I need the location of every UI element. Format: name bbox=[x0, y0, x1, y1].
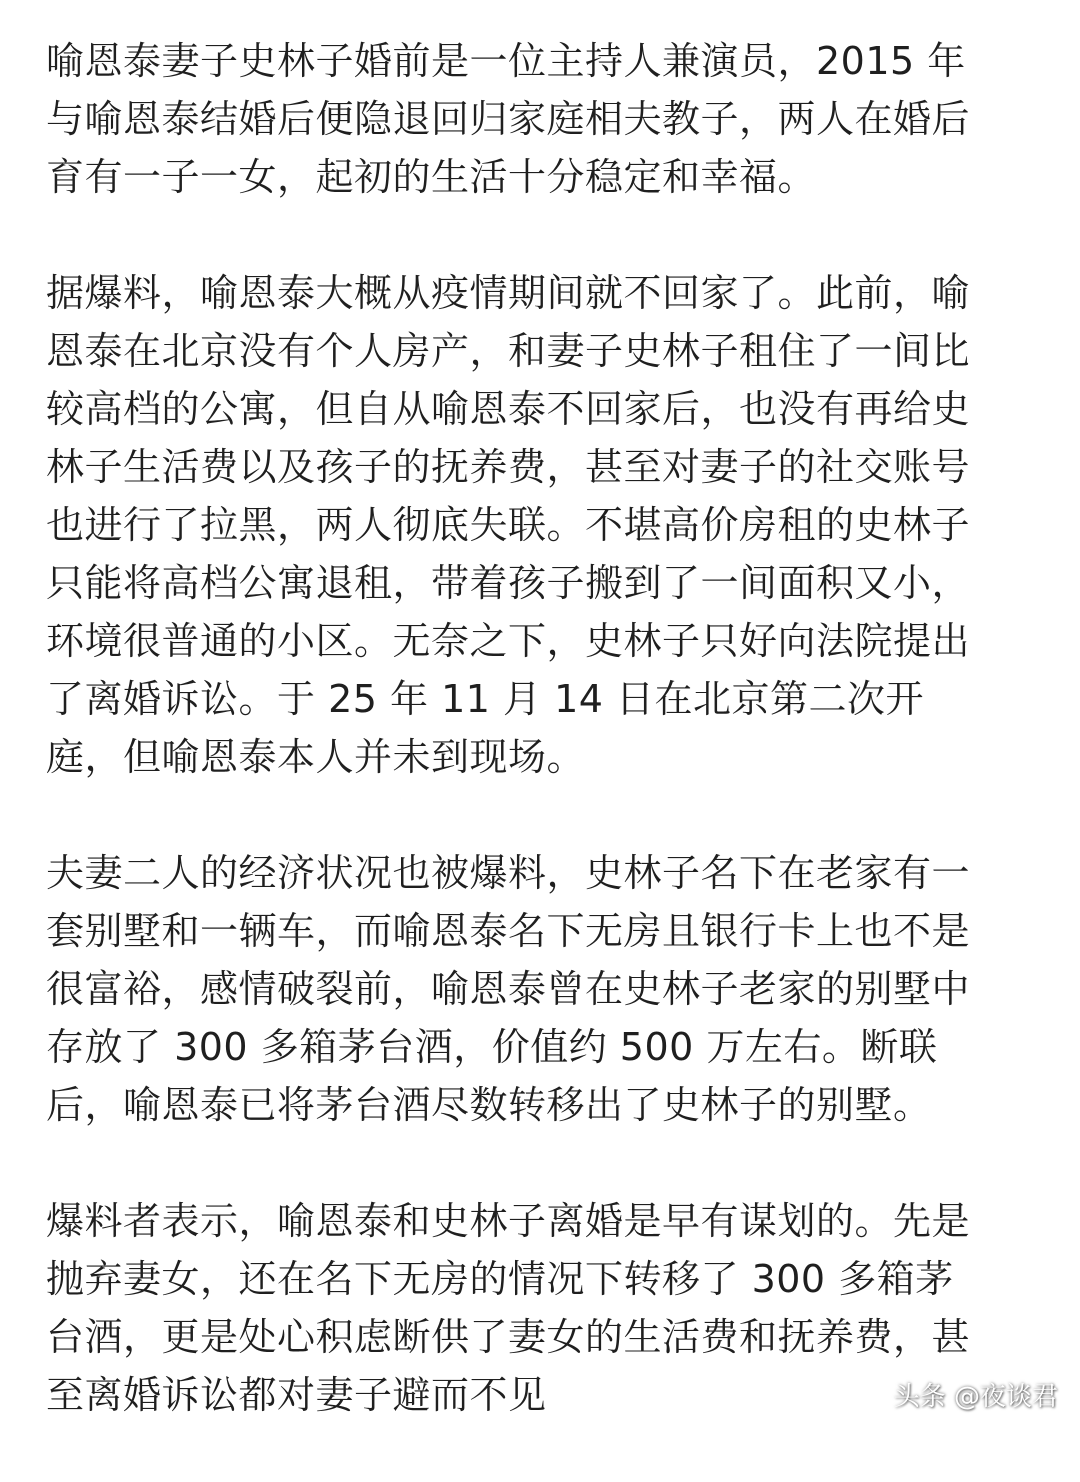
paragraph-line: 喻恩泰妻子史林子婚前是一位主持人兼演员，2015 年 bbox=[46, 39, 966, 83]
paragraph-line: 套别墅和一辆车，而喻恩泰名下无房且银行卡上也不是 bbox=[46, 909, 971, 953]
paragraph-line: 与喻恩泰结婚后便隐退回归家庭相夫教子，两人在婚后 bbox=[46, 97, 971, 141]
paragraph-line: 环境很普通的小区。无奈之下，史林子只好向法院提出 bbox=[46, 619, 971, 663]
paragraph-1 bbox=[46, 32, 1046, 206]
paragraph-line: 据爆料，喻恩泰大概从疫情期间就不回家了。此前，喻 bbox=[46, 271, 971, 315]
paragraph-line: 抛弃妻女，还在名下无房的情况下转移了 300 多箱茅 bbox=[46, 1257, 954, 1301]
paragraph-line: 恩泰在北京没有个人房产，和妻子史林子租住了一间比 bbox=[46, 329, 971, 373]
paragraph-line: 很富裕，感情破裂前，喻恩泰曾在史林子老家的别墅中 bbox=[46, 967, 971, 1011]
paragraph-line: 至离婚诉讼都对妻子避而不见 bbox=[46, 1373, 547, 1417]
toutiao-watermark: 头条 @夜谈君 bbox=[893, 1382, 1058, 1412]
paragraph-line: 林子生活费以及孩子的抚养费，甚至对妻子的社交账号 bbox=[46, 445, 971, 489]
paragraph-line: 庭，但喻恩泰本人并未到现场。 bbox=[46, 735, 586, 779]
paragraph-3 bbox=[46, 844, 1046, 1134]
paragraph-line: 台酒，更是处心积虑断供了妻女的生活费和抚养费，甚 bbox=[46, 1315, 971, 1359]
paragraph-line: 育有一子一女，起初的生活十分稳定和幸福。 bbox=[46, 155, 817, 199]
article-body bbox=[46, 32, 1046, 1482]
paragraph-line: 也进行了拉黑，两人彻底失联。不堪高价房租的史林子 bbox=[46, 503, 971, 547]
paragraph-line: 较高档的公寓，但自从喻恩泰不回家后，也没有再给史 bbox=[46, 387, 971, 431]
paragraph-2 bbox=[46, 264, 1046, 786]
paragraph-line: 爆料者表示，喻恩泰和史林子离婚是早有谋划的。先是 bbox=[46, 1199, 971, 1243]
paragraph-line: 后，喻恩泰已将茅台酒尽数转移出了史林子的别墅。 bbox=[46, 1083, 932, 1127]
paragraph-line: 存放了 300 多箱茅台酒，价值约 500 万左右。断联 bbox=[46, 1025, 938, 1069]
paragraph-line: 夫妻二人的经济状况也被爆料，史林子名下在老家有一 bbox=[46, 851, 971, 895]
paragraph-line: 只能将高档公寓退租，带着孩子搬到了一间面积又小， bbox=[46, 561, 971, 605]
paragraph-line: 了离婚诉讼。于 25 年 11 月 14 日在北京第二次开 bbox=[46, 677, 925, 721]
